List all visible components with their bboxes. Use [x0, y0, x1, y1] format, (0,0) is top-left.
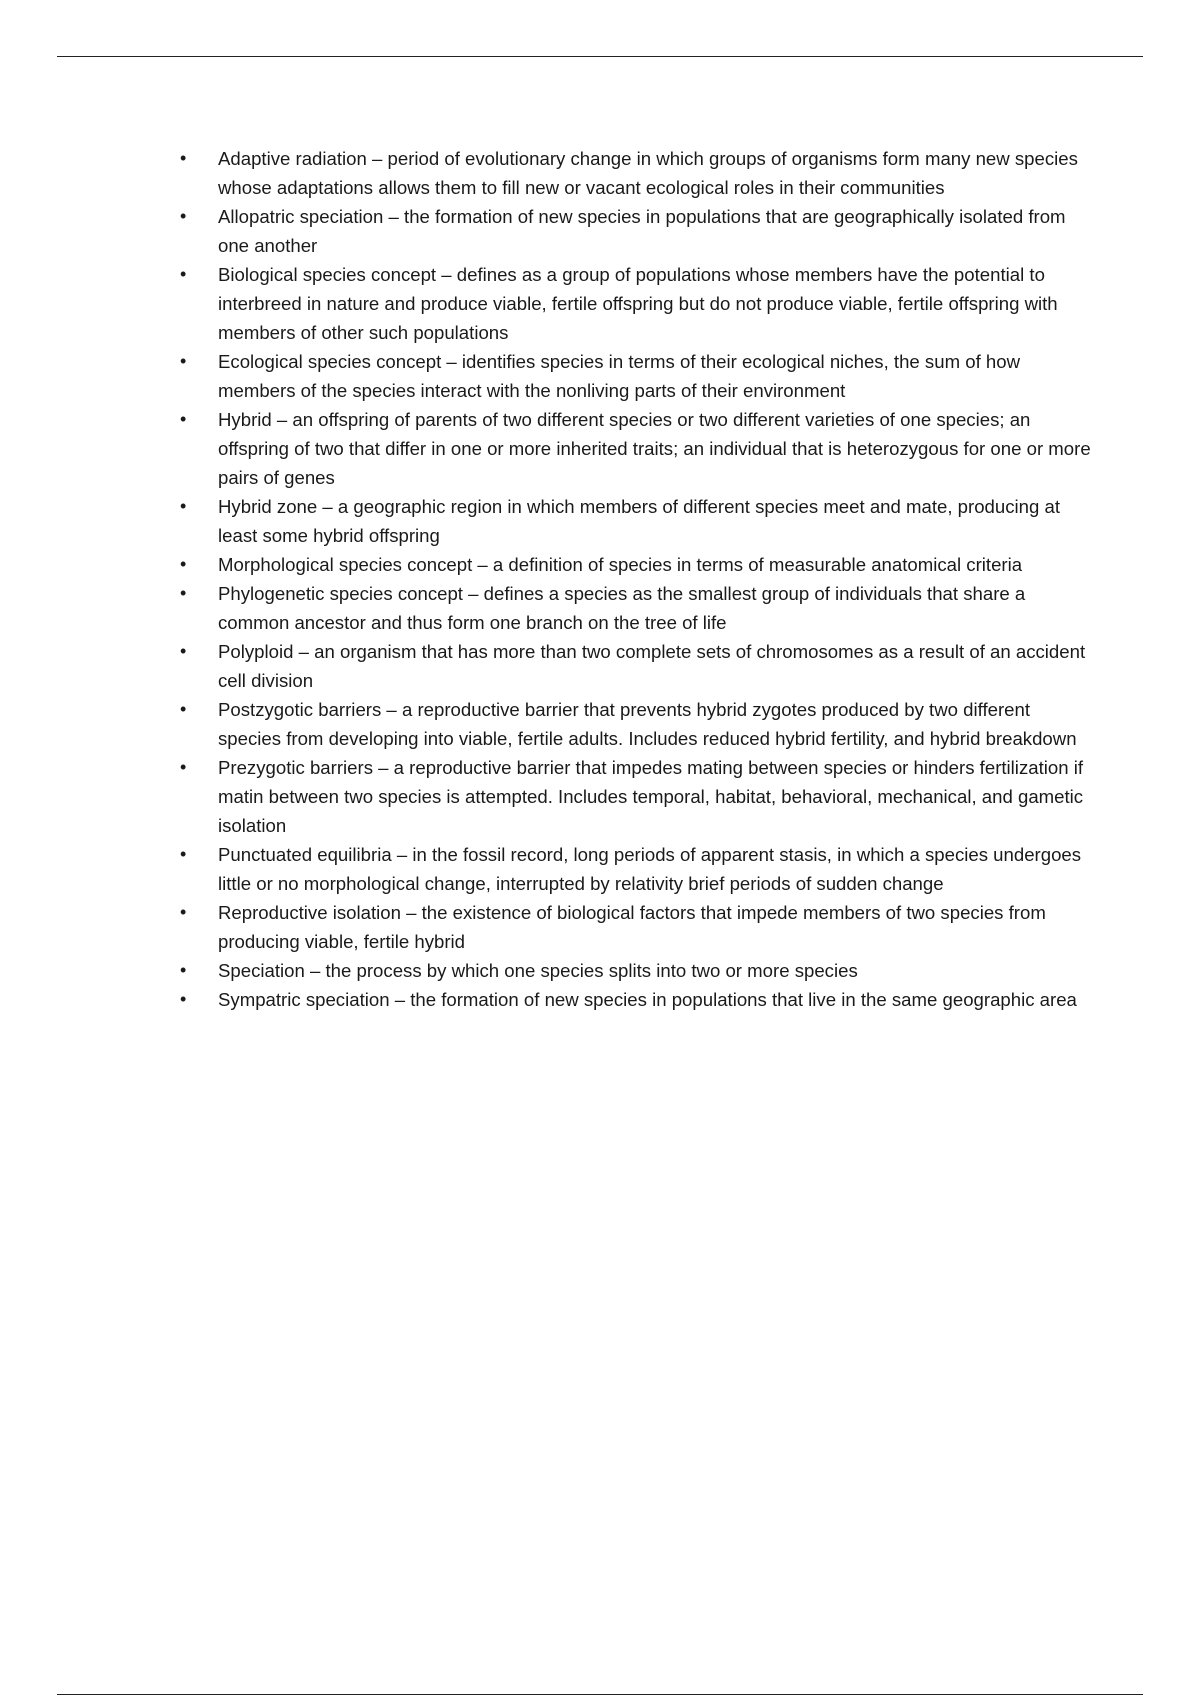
bullet-icon: •	[180, 989, 187, 1009]
bullet-icon: •	[180, 960, 187, 980]
glossary-item-text: Polyploid – an organism that has more than two complete sets of chromosomes as a result of an accident cell division	[218, 641, 1086, 691]
glossary-item-text: Punctuated equilibria – in the fossil record, long periods of apparent stasis, in which a species undergoes little or no morphological change, interrupted by relativity brief periods of sudden change	[218, 844, 1082, 894]
glossary-item-text: Prezygotic barriers – a reproductive barrier that impedes mating between species or hinders fertilization if matin between two species is attempted. Includes temporal, habitat, behavioral, mechanical, and gametic isolation	[218, 757, 1084, 836]
bullet-icon: •	[180, 351, 187, 371]
glossary-item	[180, 202, 1098, 260]
bullet-icon: •	[180, 148, 187, 168]
bullet-icon: •	[180, 844, 187, 864]
glossary-item	[180, 956, 1098, 985]
bullet-icon: •	[180, 583, 187, 603]
glossary-item	[180, 260, 1098, 347]
bullet-icon: •	[180, 902, 187, 922]
glossary-item	[180, 347, 1098, 405]
glossary-item	[180, 753, 1098, 840]
glossary-item-text: Morphological species concept – a definition of species in terms of measurable anatomical criteria	[218, 554, 1023, 575]
glossary-item-text: Phylogenetic species concept – defines a species as the smallest group of individuals that share a common ancestor and thus form one branch on the tree of life	[218, 583, 1026, 633]
glossary-item	[180, 985, 1098, 1014]
glossary-item-text: Sympatric speciation – the formation of new species in populations that live in the same geographic area	[218, 989, 1077, 1010]
bullet-icon: •	[180, 264, 187, 284]
glossary-item-text: Ecological species concept – identifies species in terms of their ecological niches, the sum of how members of the species interact with the nonliving parts of their environment	[218, 351, 1021, 401]
glossary-list	[180, 144, 1098, 1014]
bullet-icon: •	[180, 496, 187, 516]
glossary-item	[180, 637, 1098, 695]
glossary-item-text: Adaptive radiation – period of evolutionary change in which groups of organisms form many new species whose adaptations allows them to fill new or vacant ecological roles in their communities	[218, 148, 1078, 198]
bullet-icon: •	[180, 554, 187, 574]
glossary-item	[180, 695, 1098, 753]
glossary-item-text: Allopatric speciation – the formation of new species in populations that are geographically isolated from one another	[218, 206, 1066, 256]
glossary-item	[180, 492, 1098, 550]
header-divider	[57, 56, 1143, 57]
bullet-icon: •	[180, 757, 187, 777]
glossary-item-text: Hybrid – an offspring of parents of two different species or two different varieties of one species; an offspring of two that differ in one or more inherited traits; an individual that is heterozygous for one or more pairs of genes	[218, 409, 1091, 488]
glossary-item	[180, 144, 1098, 202]
glossary-item-text: Hybrid zone – a geographic region in which members of different species meet and mate, producing at least some hybrid offspring	[218, 496, 1061, 546]
glossary-item	[180, 898, 1098, 956]
glossary-item-text: Biological species concept – defines as a group of populations whose members have the potential to interbreed in nature and produce viable, fertile offspring but do not produce viable, fertile offspring with members of other such populations	[218, 264, 1058, 343]
bullet-icon: •	[180, 206, 187, 226]
bullet-icon: •	[180, 641, 187, 661]
glossary-item	[180, 405, 1098, 492]
bullet-icon: •	[180, 699, 187, 719]
glossary-item-text: Speciation – the process by which one species splits into two or more species	[218, 960, 858, 981]
glossary-item	[180, 579, 1098, 637]
bullet-icon: •	[180, 409, 187, 429]
glossary-item	[180, 840, 1098, 898]
glossary-item-text: Reproductive isolation – the existence of biological factors that impede members of two species from producing viable, fertile hybrid	[218, 902, 1046, 952]
footer-divider	[57, 1694, 1143, 1695]
glossary-item	[180, 550, 1098, 579]
glossary-item-text: Postzygotic barriers – a reproductive barrier that prevents hybrid zygotes produced by two different species from developing into viable, fertile adults. Includes reduced hybrid fertility, and hybrid breakdown	[218, 699, 1077, 749]
